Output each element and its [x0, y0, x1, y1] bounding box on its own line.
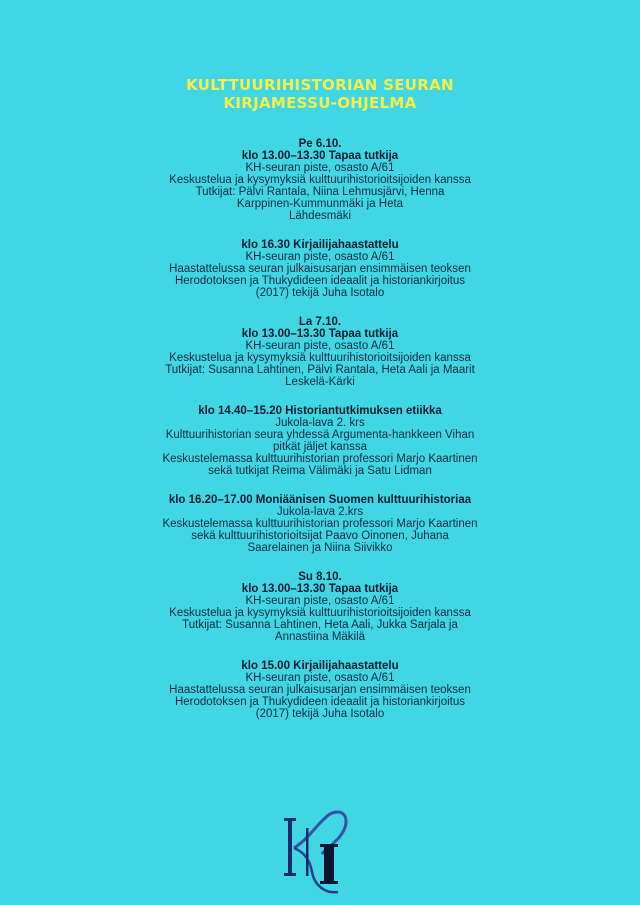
- program-detail: Tutkijat: Susanna Lahtinen, Pälvi Rantala, Heta Aali ja Maarit: [165, 364, 475, 376]
- program-detail: Karppinen-Kummunmäki ja Heta: [236, 198, 404, 210]
- program-heading: klo 13.00–13.30 Tapaa tutkija: [241, 583, 399, 595]
- program-item: [100, 494, 540, 554]
- program-heading: klo 14.40–15.20 Historiantutkimuksen etiikka: [198, 405, 442, 417]
- program-detail: Tutkijat: Pälvi Rantala, Niina Lehmusjärvi, Henna: [195, 186, 445, 198]
- program-item: [100, 138, 540, 222]
- program-heading: klo 15.00 Kirjailijahaastattelu: [241, 660, 399, 672]
- program-day: La 7.10.: [298, 316, 342, 328]
- program-detail: Keskustelemassa kulttuurihistorian professori Marjo Kaartinen: [162, 453, 478, 465]
- program-item: [100, 660, 540, 720]
- program-detail: Jukola-lava 2.krs: [276, 506, 364, 518]
- program-detail: (2017) tekijä Juha Isotalo: [255, 287, 385, 299]
- program-detail: Saarelainen ja Niina Siivikko: [247, 542, 393, 554]
- program-detail: KH-seuran piste, osasto A/61: [245, 251, 395, 263]
- program-heading: klo 16.30 Kirjailijahaastattelu: [241, 239, 399, 251]
- program-detail: Keskustelemassa kulttuurihistorian professori Marjo Kaartinen: [162, 518, 478, 530]
- program-day: Su 8.10.: [298, 571, 342, 583]
- program-detail: Haastattelussa seuran julkaisusarjan ensimmäisen teoksen: [169, 263, 471, 275]
- program-detail: Jukola-lava 2. krs: [275, 417, 365, 429]
- program-detail: Tutkijat: Susanna Lahtinen, Heta Aali, Jukka Sarjala ja: [182, 619, 458, 631]
- title-line-1: KULTTUURIHISTORIAN SEURAN: [186, 76, 454, 94]
- kh-monogram-logo: [280, 808, 360, 898]
- program-detail: Herodotoksen ja Thukydideen ideaalit ja historiankirjoitus: [174, 275, 465, 287]
- program-detail: sekä tutkijat Reima Välimäki ja Satu Lidman: [208, 465, 432, 477]
- program-heading: klo 16.20–17.00 Moniäänisen Suomen kulttuurihistoriaa: [168, 494, 472, 506]
- program-detail: Annastiina Mäkilä: [274, 631, 366, 643]
- title-line-2: KIRJAMESSU-OHJELMA: [223, 94, 417, 112]
- program-detail: Herodotoksen ja Thukydideen ideaalit ja historiankirjoitus: [174, 696, 465, 708]
- program-detail: Keskustelua ja kysymyksiä kulttuurihistorioitsijoiden kanssa: [169, 352, 471, 364]
- program-detail: KH-seuran piste, osasto A/61: [245, 162, 395, 174]
- program-item: [100, 239, 540, 299]
- program-day: Pe 6.10.: [298, 138, 342, 150]
- program-detail: KH-seuran piste, osasto A/61: [245, 595, 395, 607]
- program-item: [100, 316, 540, 388]
- program-detail: KH-seuran piste, osasto A/61: [245, 340, 395, 352]
- program-list: [100, 138, 540, 737]
- program-detail: Leskelä-Kärki: [285, 376, 355, 388]
- program-detail: Keskustelua ja kysymyksiä kulttuurihistorioitsijoiden kanssa: [169, 174, 471, 186]
- program-heading: klo 13.00–13.30 Tapaa tutkija: [241, 328, 399, 340]
- program-heading: klo 13.00–13.30 Tapaa tutkija: [241, 150, 399, 162]
- page-title: [0, 76, 640, 112]
- program-detail: Lähdesmäki: [288, 210, 351, 222]
- program-detail: (2017) tekijä Juha Isotalo: [255, 708, 385, 720]
- program-item: [100, 405, 540, 477]
- program-detail: KH-seuran piste, osasto A/61: [245, 672, 395, 684]
- program-detail: Keskustelua ja kysymyksiä kulttuurihistorioitsijoiden kanssa: [169, 607, 471, 619]
- program-detail: pitkät jäljet kanssa: [273, 441, 367, 453]
- program-detail: sekä kulttuurihistorioitsijat Paavo Oinonen, Juhana: [191, 530, 449, 542]
- program-detail: Haastattelussa seuran julkaisusarjan ensimmäisen teoksen: [169, 684, 471, 696]
- program-item: [100, 571, 540, 643]
- program-detail: Kulttuurihistorian seura yhdessä Argumenta-hankkeen Vihan: [165, 429, 475, 441]
